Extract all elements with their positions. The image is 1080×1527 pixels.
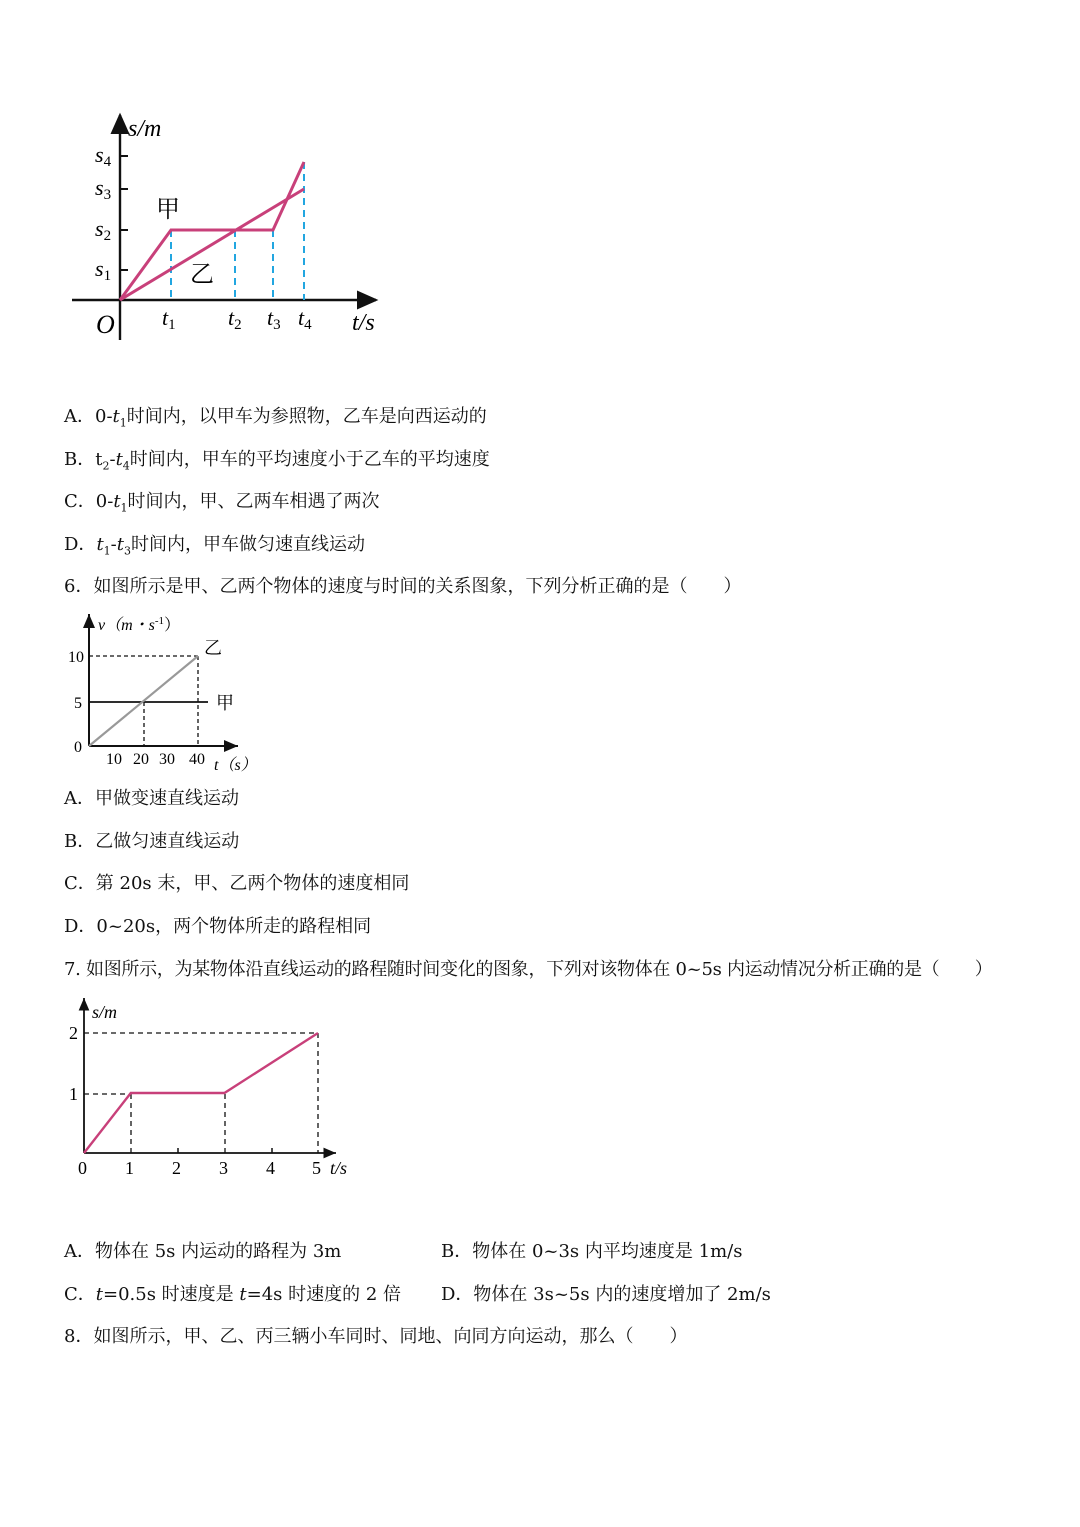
x-tick-labels — [162, 305, 312, 333]
q7-option-a: A．物体在 5s 内运动的路程为 3m — [64, 1241, 342, 1262]
svg-text:v（m・s-1）: v（m・$s^{-1}$） — [98, 615, 181, 634]
svg-text:t（s）: t（s） — [214, 757, 257, 774]
series-label-jia: 甲 — [156, 197, 180, 223]
figure-s-t-jia-yi — [60, 100, 400, 360]
svg-text:40: 40 — [189, 751, 205, 768]
svg-text:2: 2 — [172, 1158, 181, 1178]
q5-option-a: A．$0-t_1$时间内，以甲车为参照物，乙车是向西运动的 — [64, 406, 487, 430]
svg-text:0: 0 — [74, 739, 82, 756]
svg-text:2: 2 — [69, 1023, 78, 1043]
svg-text:t/s: t/s — [330, 1158, 348, 1178]
q6-option-a: A．甲做变速直线运动 — [64, 788, 239, 809]
q6-stem: 6．如图所示是甲、乙两个物体的速度与时间的关系图象，下列分析正确的是（ ） — [64, 576, 742, 597]
svg-text:0: 0 — [78, 1158, 87, 1178]
svg-text:5: 5 — [312, 1158, 321, 1178]
svg-text:s/m: s/m — [92, 1002, 118, 1022]
y-axis-label: s/m — [128, 116, 162, 142]
series-label-jia-v: 甲 — [216, 693, 234, 713]
y-tick-labels — [95, 142, 112, 284]
q6-option-c: C．第 20s 末，甲、乙两个物体的速度相同 — [64, 873, 410, 894]
q7-stem: 7. 如图所示，为某物体沿直线运动的路程随时间变化的图象，下列对该物体在 0~5s 内运动情况分析正确的是（ ） — [64, 959, 993, 980]
svg-text:t3: t3 — [267, 305, 281, 333]
figure-v-t — [70, 608, 270, 778]
svg-text:10: 10 — [106, 751, 122, 768]
series-label-yi-v: 乙 — [204, 638, 222, 658]
q6-option-b: B．乙做匀速直线运动 — [64, 831, 240, 852]
svg-text:3: 3 — [219, 1158, 228, 1178]
figure-s-t-object — [62, 990, 362, 1185]
x-axis-label: t/s — [352, 310, 375, 336]
series-label-yi: 乙 — [190, 262, 214, 288]
q8-stem: 8．如图所示，甲、乙、丙三辆小车同时、同地、向同方向运动，那么（ ） — [64, 1326, 688, 1347]
q5-option-c: C．$0-t_1$时间内，甲、乙两车相遇了两次 — [64, 491, 380, 515]
q7-option-d: D．物体在 3s~5s 内的速度增加了 2m/s — [441, 1284, 771, 1305]
svg-text:s1: s1 — [95, 256, 112, 284]
svg-text:20: 20 — [133, 751, 149, 768]
origin-label: O — [96, 310, 115, 339]
svg-text:t4: t4 — [298, 305, 312, 333]
q6-option-d: D．0~20s，两个物体所走的路程相同 — [64, 916, 372, 937]
svg-text:s3: s3 — [95, 175, 112, 203]
svg-text:5: 5 — [74, 695, 82, 712]
motion-line — [84, 1033, 318, 1153]
svg-text:10: 10 — [68, 649, 84, 666]
q7-option-b: B．物体在 0~3s 内平均速度是 1m/s — [441, 1241, 743, 1262]
q5-option-b: B．$t_2-t_4$时间内，甲车的平均速度小于乙车的平均速度 — [64, 449, 490, 473]
svg-text:30: 30 — [159, 751, 175, 768]
q7-option-c: C．t=0.5s 时速度是 t=4s 时速度的 2 倍 — [64, 1284, 402, 1305]
svg-text:s2: s2 — [95, 216, 112, 244]
svg-text:1: 1 — [69, 1084, 78, 1104]
q5-option-d: D．$t_1-t_3$时间内，甲车做匀速直线运动 — [64, 534, 365, 558]
svg-text:1: 1 — [125, 1158, 134, 1178]
svg-text:t2: t2 — [228, 305, 242, 333]
svg-text:s4: s4 — [95, 142, 112, 170]
svg-text:t1: t1 — [162, 305, 176, 333]
svg-text:4: 4 — [266, 1158, 275, 1178]
